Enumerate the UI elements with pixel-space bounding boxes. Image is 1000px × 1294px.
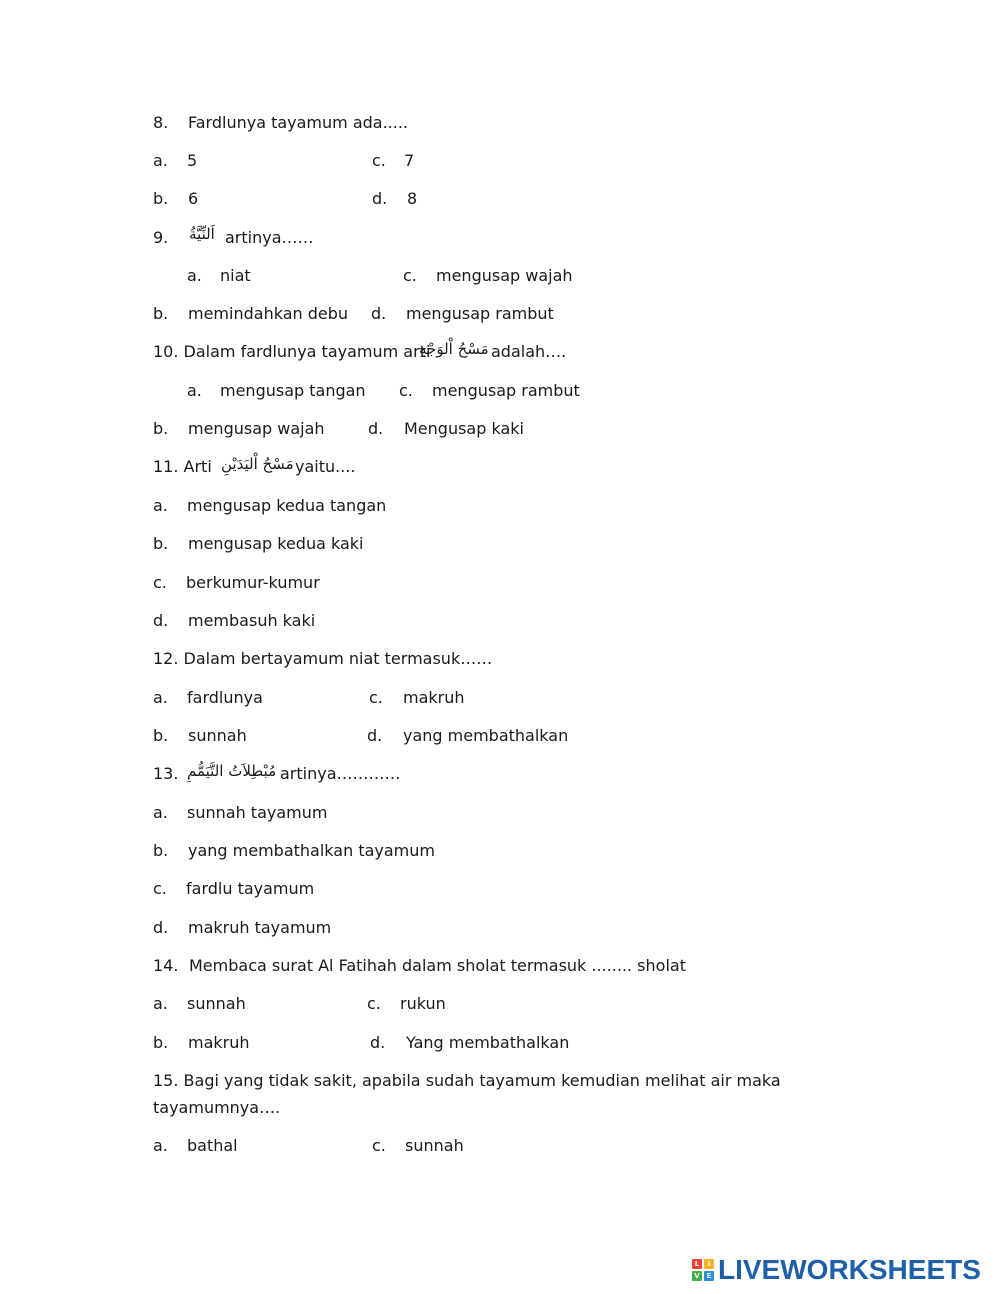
option-label: a. [153,803,168,822]
option-label: d. [367,726,383,745]
logo-mark-icon [692,1259,714,1281]
option-text[interactable]: 5 [187,151,198,170]
option-text[interactable]: Yang membathalkan [406,1033,570,1052]
question-number: 13. [153,764,179,783]
brand-text: LIVEWORKSHEETS [718,1254,981,1285]
option-label: c. [369,688,383,707]
option-label: c. [367,994,381,1013]
option-label: a. [187,381,202,400]
option-label: b. [153,726,169,745]
option-label: a. [153,688,168,707]
option-text[interactable]: membasuh kaki [188,611,316,630]
option-label: b. [153,534,169,553]
option-text[interactable]: niat [220,266,251,285]
option-label: c. [372,1136,386,1155]
option-text[interactable]: mengusap tangan [220,381,366,400]
question-text-end: yaitu.... [295,457,356,476]
question-text: tayamumnya…. [153,1098,281,1117]
arabic-term: مَسْحُ اْلوَجْهِ [419,340,489,358]
option-text[interactable]: berkumur-kumur [186,573,320,592]
option-label: b. [153,189,169,208]
question-text: 10. Dalam fardlunya tayamum arti [153,342,431,361]
logo-letter: L [692,1259,702,1269]
arabic-term: مُبْطِلاَتُ التَّيَمُّمِ [187,762,277,780]
question-text: 11. Arti [153,457,212,476]
option-text[interactable]: mengusap kedua kaki [188,534,364,553]
option-label: d. [368,419,384,438]
question-text-end: adalah…. [491,342,567,361]
arabic-term: اَلنِّيَّةُ [189,225,215,243]
option-label: d. [153,611,169,630]
question-text: 12. Dalam bertayamum niat termasuk…… [153,649,493,668]
option-text[interactable]: memindahkan debu [188,304,349,323]
option-text[interactable]: yang membathalkan tayamum [188,841,435,860]
option-text[interactable]: sunnah tayamum [187,803,328,822]
option-text[interactable]: makruh [403,688,465,707]
option-text[interactable]: 7 [404,151,415,170]
option-text[interactable]: 6 [188,189,199,208]
option-text[interactable]: sunnah [188,726,247,745]
logo-letter: E [704,1271,714,1281]
option-label: a. [153,496,168,515]
option-text[interactable]: mengusap wajah [436,266,573,285]
option-label: d. [371,304,387,323]
option-text[interactable]: sunnah [187,994,246,1013]
question-number: 14. [153,956,179,975]
question-text: Fardlunya tayamum ada..... [188,113,409,132]
option-label: c. [403,266,417,285]
option-text[interactable]: mengusap rambut [406,304,554,323]
option-label: a. [187,266,202,285]
option-text[interactable]: fardlunya [187,688,263,707]
logo-letter: V [692,1271,702,1281]
option-text[interactable]: makruh [188,1033,250,1052]
logo-letter: I [704,1259,714,1269]
question-number: 8. [153,113,169,132]
option-text[interactable]: yang membathalkan [403,726,569,745]
question-number: 9. [153,228,169,247]
option-text[interactable]: rukun [400,994,446,1013]
option-text[interactable]: 8 [407,189,418,208]
option-label: d. [372,189,388,208]
option-label: a. [153,1136,168,1155]
liveworksheets-logo[interactable] [692,1256,981,1284]
option-label: a. [153,151,168,170]
option-label: a. [153,994,168,1013]
option-label: b. [153,841,169,860]
option-label: c. [372,151,386,170]
option-label: c. [153,879,167,898]
arabic-term: مَسْحُ اْليَدَيْنِ [221,455,294,473]
option-text[interactable]: Mengusap kaki [404,419,524,438]
option-text[interactable]: fardlu tayamum [186,879,315,898]
question-text: 15. Bagi yang tidak sakit, apabila sudah tayamum kemudian melihat air maka [153,1071,781,1090]
question-text: Membaca surat Al Fatihah dalam sholat termasuk ........ sholat [189,956,686,975]
option-label: b. [153,304,169,323]
option-label: c. [153,573,167,592]
option-label: b. [153,1033,169,1052]
option-label: d. [370,1033,386,1052]
option-text[interactable]: mengusap wajah [188,419,325,438]
option-text[interactable]: sunnah [405,1136,464,1155]
option-text[interactable]: bathal [187,1136,238,1155]
option-text[interactable]: mengusap kedua tangan [187,496,387,515]
question-text: artinya………… [280,764,401,783]
option-text[interactable]: mengusap rambut [432,381,580,400]
question-text: artinya…… [225,228,314,247]
option-label: b. [153,419,169,438]
option-label: d. [153,918,169,937]
option-text[interactable]: makruh tayamum [188,918,332,937]
option-label: c. [399,381,413,400]
